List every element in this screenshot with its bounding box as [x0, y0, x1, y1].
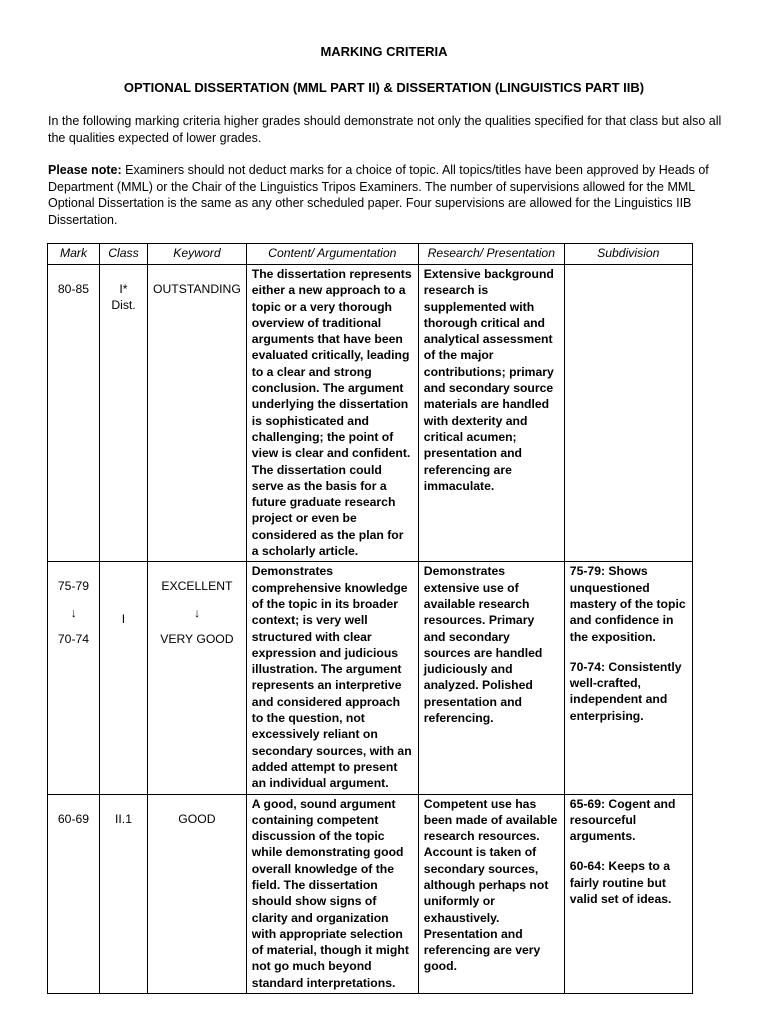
class-value: II.1: [115, 811, 132, 826]
header-content: Content/ Argumentation: [246, 244, 418, 265]
research-cell: Demonstrates extensive use of available research resources. Primary and secondary sources are handled judiciously and analyzed. Polished presentation and referencing.: [418, 562, 564, 794]
keyword-cell: [148, 562, 247, 794]
keyword-cell: [148, 794, 247, 994]
subdivision-text-upper: 75-79: Shows unquestioned mastery of the topic and confidence in the exposition.: [569, 564, 686, 644]
mark-value: 80-85: [57, 282, 90, 296]
class-cell: [100, 794, 148, 994]
subdivision-text-lower: 70-74: Consistently well-crafted, independent and enterprising.: [569, 659, 682, 723]
table-header-row: [48, 244, 693, 265]
subdivision-text-lower: 60-64: Keeps to a fairly routine but valid set of ideas.: [569, 859, 672, 906]
note-label: Please note:: [48, 163, 122, 177]
content-cell: The dissertation represents either a new approach to a topic or a very thorough overview of traditional arguments that have been evaluated critically, leading to a clear and strong conclusion. The argument underlying the dissertation is sophisticated and challenging; the point of view is clear and confident. The dissertation could serve as the basis for a future graduate research project or even be considered as the plan for a scholarly article.: [246, 265, 418, 562]
content-cell: A good, sound argument containing competent discussion of the topic while demonstrating good overall knowledge of the field. The dissertation should show signs of clarity and organization with appropriate selection of material, though it might not go much beyond standard interpretations.: [246, 794, 418, 994]
class-value-2: Dist.: [111, 298, 136, 313]
marking-criteria-table: [47, 243, 693, 994]
subdivision-cell: [564, 794, 692, 994]
class-cell: [100, 562, 148, 794]
header-subdivision: Subdivision: [564, 244, 692, 265]
subdivision-cell: [564, 265, 692, 562]
class-cell: [100, 265, 148, 562]
note-text: Examiners should not deduct marks for a choice of topic. All topics/titles have been approved by Heads of Department (MML) or the Chair of the Linguistics Tripos Examiners. The number of supervisions allowed for the MML Optional Dissertation is the same as any other scheduled paper. Four supervisions are allowed for the Linguistics IIB Dissertation.: [48, 163, 709, 227]
keyword-value: GOOD: [178, 811, 216, 826]
document-title: MARKING CRITERIA: [320, 44, 448, 59]
research-cell: Competent use has been made of available research resources. Account is taken of secondary sources, although perhaps not uniformly or exhaustively. Presentation and referencing are very good.: [418, 794, 564, 994]
table-row: [48, 794, 693, 994]
mark-cell: [48, 794, 100, 994]
mark-value: 75-79: [57, 579, 90, 594]
header-class: Class: [100, 244, 148, 265]
header-research: Research/ Presentation: [418, 244, 564, 265]
content-cell: Demonstrates comprehensive knowledge of the topic in its broader context; is very well structured with clear expression and judicious illustration. The argument represents an interpretive and considered approach to the question, not excessively reliant on secondary sources, with an added attempt to present an individual argument.: [246, 562, 418, 794]
document-subtitle: OPTIONAL DISSERTATION (MML PART II) & DISSERTATION (LINGUISTICS PART IIB): [123, 80, 645, 95]
keyword-cell: [148, 265, 247, 562]
mark-value-2: 70-74: [57, 631, 90, 646]
subdivision-cell: [564, 562, 692, 794]
class-value: I: [121, 612, 126, 627]
table-row: [48, 265, 693, 562]
header-mark: Mark: [48, 244, 100, 265]
keyword-value: EXCELLENT: [161, 579, 233, 594]
mark-value: 60-69: [57, 811, 90, 826]
keyword-value-2: VERY GOOD: [160, 631, 234, 646]
mark-cell: [48, 562, 100, 794]
table-row: [48, 562, 693, 794]
mark-cell: [48, 265, 100, 562]
class-value: I*: [119, 282, 128, 296]
research-cell: Extensive background research is supplemented with thorough critical and analytical assessment of the major contributions; primary and secondary source materials are handled with dexterity and critical acumen; presentation and referencing are immaculate.: [418, 265, 564, 562]
header-keyword: Keyword: [148, 244, 247, 265]
subdivision-text-upper: 65-69: Cogent and resourceful arguments.: [569, 796, 676, 844]
intro-paragraph: In the following marking criteria higher grades should demonstrate not only the qualities specified for that class but also all the qualities expected of lower grades.: [48, 114, 722, 145]
note-paragraph: [48, 162, 728, 228]
down-arrow-icon: ↓: [193, 605, 200, 620]
keyword-value: OUTSTANDING: [153, 282, 241, 296]
down-arrow-icon: ↓: [70, 605, 77, 620]
